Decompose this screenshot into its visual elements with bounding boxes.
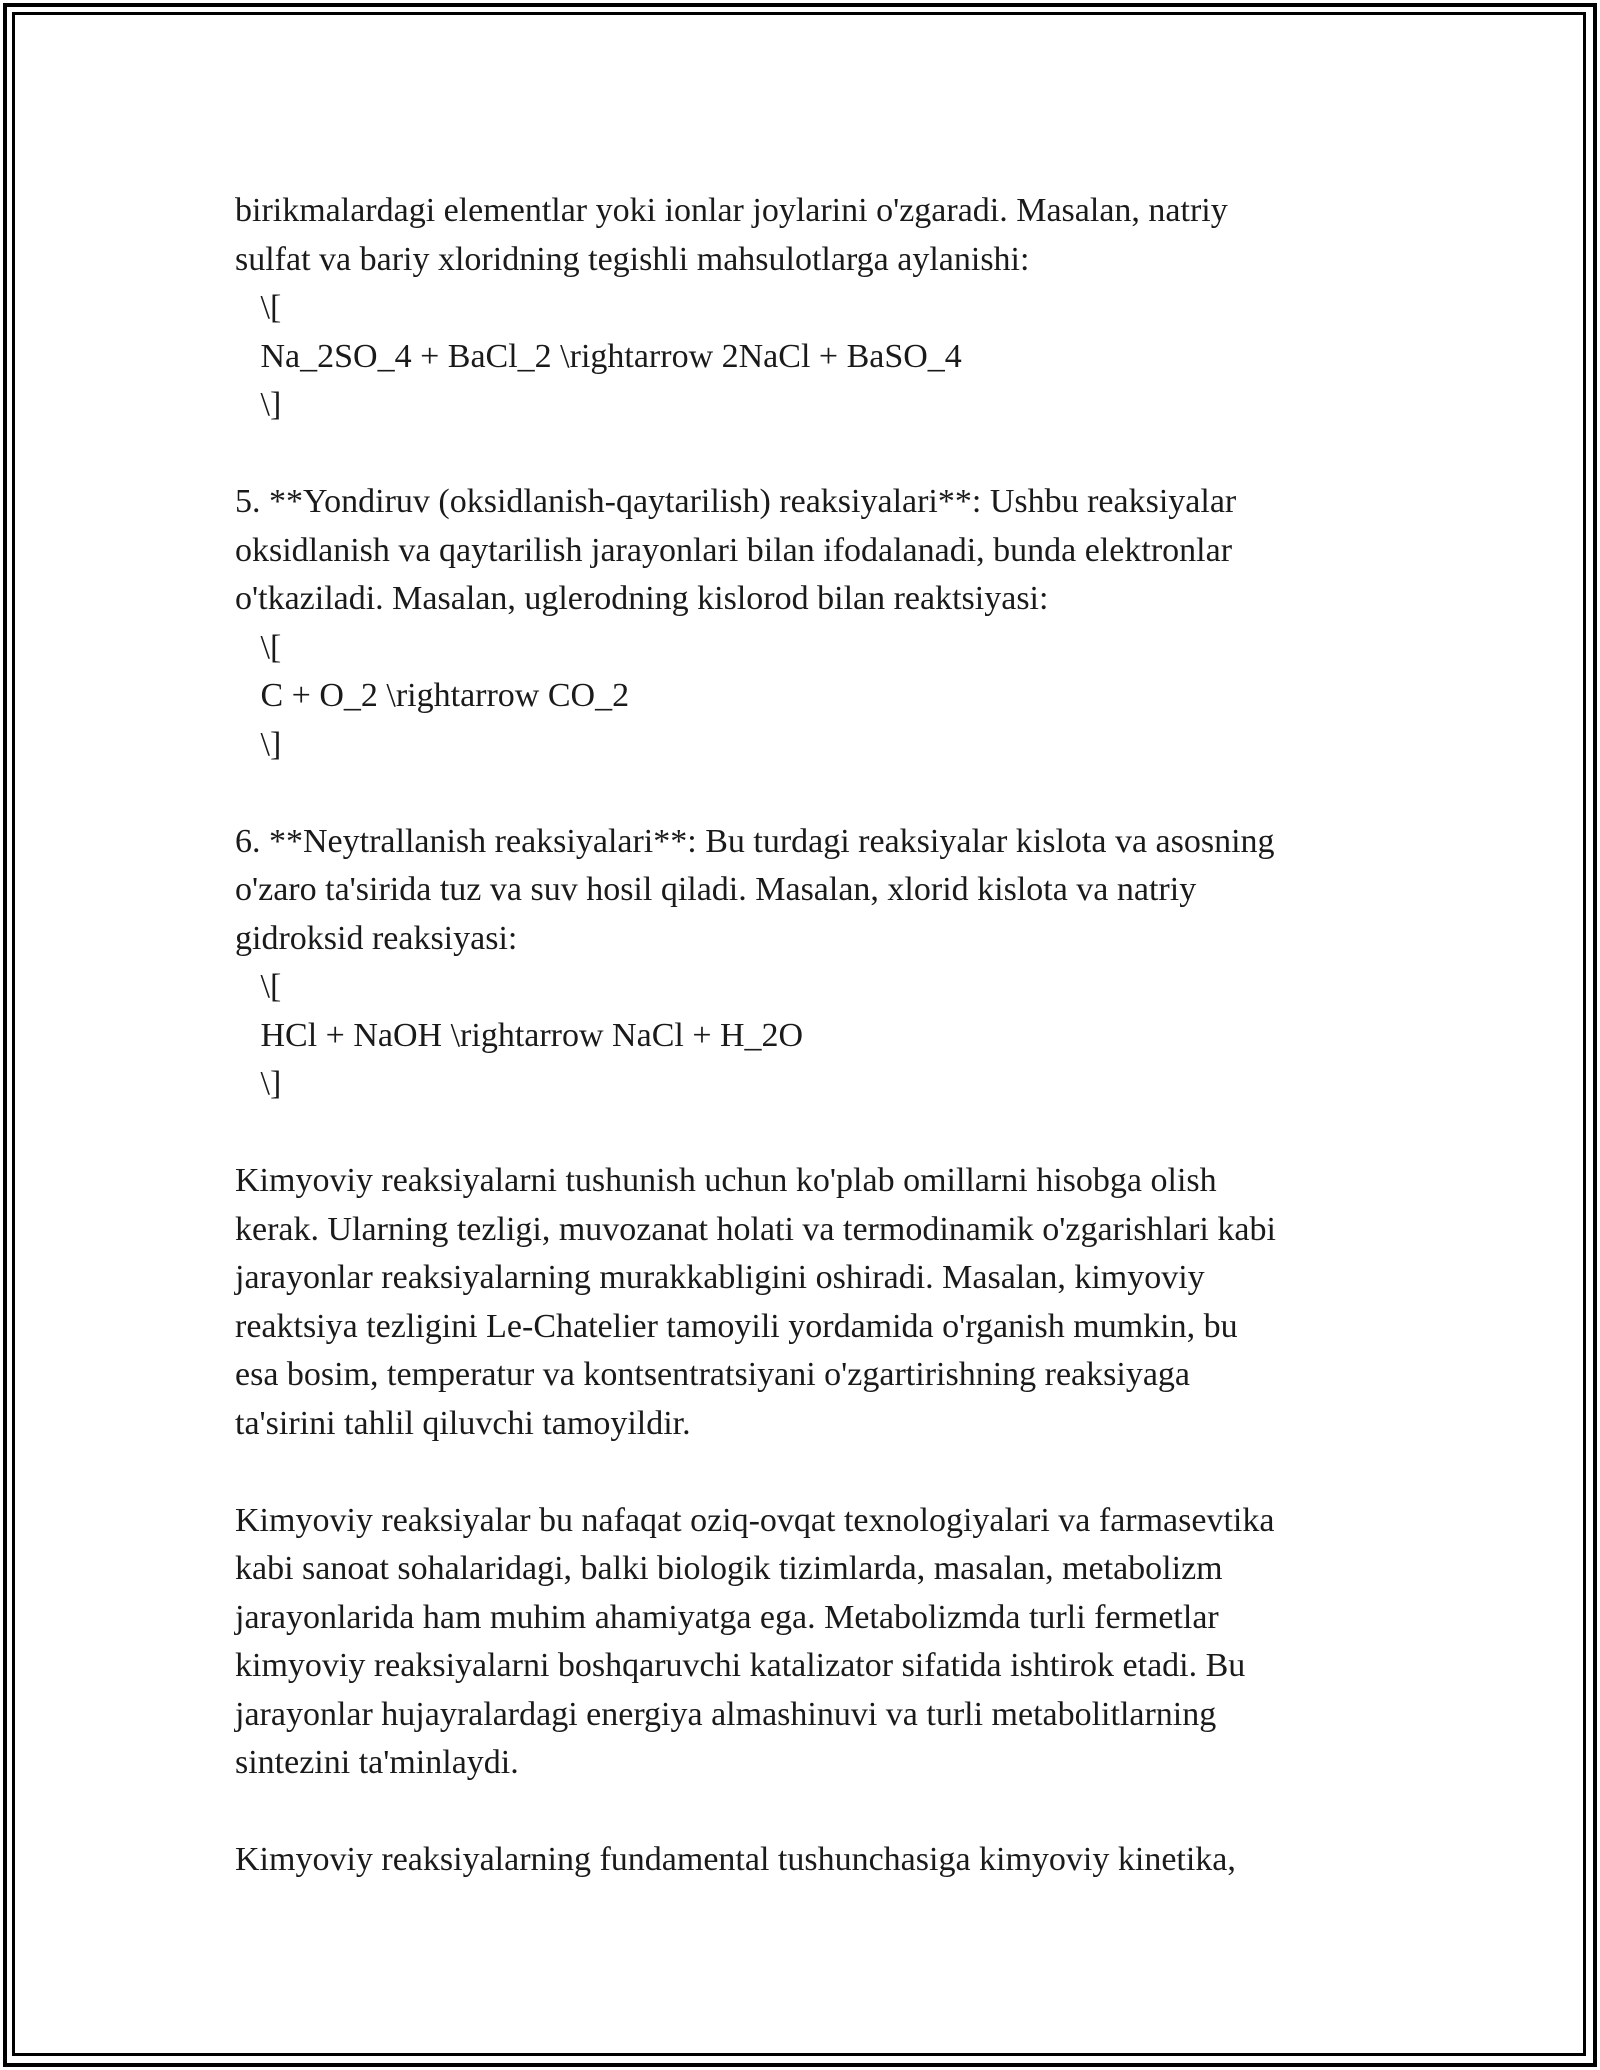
text-line: kabi sanoat sohalaridagi, balki biologik tizimlarda, masalan, metabolizm (235, 1550, 1223, 1587)
text-line: kimyoviy reaksiyalarni boshqaruvchi katalizator sifatida ishtirok etadi. Bu (235, 1647, 1246, 1684)
text-line: jarayonlar hujayralardagi energiya almashinuvi va turli metabolitlarning (235, 1695, 1217, 1733)
text-line: Kimyoviy reaksiyalarning fundamental tushunchasiga kimyoviy kinetika, (235, 1841, 1236, 1878)
text-line: sintezini ta'minlaydi. (235, 1744, 519, 1781)
text-line: birikmalardagi elementlar yoki ionlar joylarini o'zgaradi. Masalan, natriy (235, 192, 1228, 229)
paragraph-gap (235, 1109, 1395, 1158)
text-line: 5. **Yondiruv (oksidlanish-qaytarilish) reaksiyalari**: Ushbu reaksiyalar (235, 483, 1237, 520)
text-line: \[ (235, 968, 282, 1005)
text-line: o'zaro ta'sirida tuz va suv hosil qiladi. Masalan, xlorid kislota va natriy (235, 871, 1197, 908)
text-line: kerak. Ularning tezligi, muvozanat holati va termodinamik o'zgarishlari kabi (235, 1210, 1276, 1248)
text-line: oksidlanish va qaytarilish jarayonlari bilan ifodalanadi, bunda elektronlar (235, 531, 1233, 569)
text-line: \[ (235, 289, 282, 326)
text-line: o'tkaziladi. Masalan, uglerodning kislorod bilan reaktsiyasi: (235, 580, 1049, 617)
text-line: HCl + NaOH \rightarrow NaCl + H_2O (235, 1016, 804, 1054)
paragraph (235, 1836, 1395, 1885)
paragraph (235, 478, 1395, 769)
text-line: esa bosim, temperatur va kontsentratsiyani o'zgartirishning reaksiyaga (235, 1356, 1191, 1393)
paragraph-gap (235, 769, 1395, 818)
text-line: \] (235, 386, 282, 423)
text-line: Na_2SO_4 + BaCl_2 \rightarrow 2NaCl + BaSO_4 (235, 337, 962, 375)
text-line: reaktsiya tezligini Le-Chatelier tamoyili yordamida o'rganish mumkin, bu (235, 1307, 1238, 1345)
paragraph-gap (235, 430, 1395, 479)
text-line: Kimyoviy reaksiyalar bu nafaqat oziq-ovqat texnologiyalari va farmasevtika (235, 1501, 1275, 1539)
paragraph (235, 187, 1395, 430)
text-line: \] (235, 725, 282, 763)
text-line: sulfat va bariy xloridning tegishli mahsulotlarga aylanishi: (235, 240, 1030, 278)
text-line: jarayonlarida ham muhim ahamiyatga ega. Metabolizmda turli fermetlar (235, 1598, 1219, 1636)
paragraph (235, 1157, 1395, 1448)
text-line: C + O_2 \rightarrow CO_2 (235, 677, 630, 714)
text-line: 6. **Neytrallanish reaksiyalari**: Bu turdagi reaksiyalar kislota va asosning (235, 822, 1275, 860)
text-line: ta'sirini tahlil qiluvchi tamoyildir. (235, 1404, 691, 1442)
text-line: Kimyoviy reaksiyalarni tushunish uchun ko'plab omillarni hisobga olish (235, 1162, 1217, 1199)
text-line: \] (235, 1065, 282, 1102)
text-line: jarayonlar reaksiyalarning murakkabligini oshiradi. Masalan, kimyoviy (235, 1259, 1205, 1296)
paragraph-gap (235, 1788, 1395, 1837)
paragraph (235, 818, 1395, 1109)
text-line: \[ (235, 628, 282, 666)
paragraph-gap (235, 1448, 1395, 1497)
paragraph (235, 1497, 1395, 1788)
text-line: gidroksid reaksiyasi: (235, 919, 518, 957)
document-body (235, 187, 1395, 1885)
